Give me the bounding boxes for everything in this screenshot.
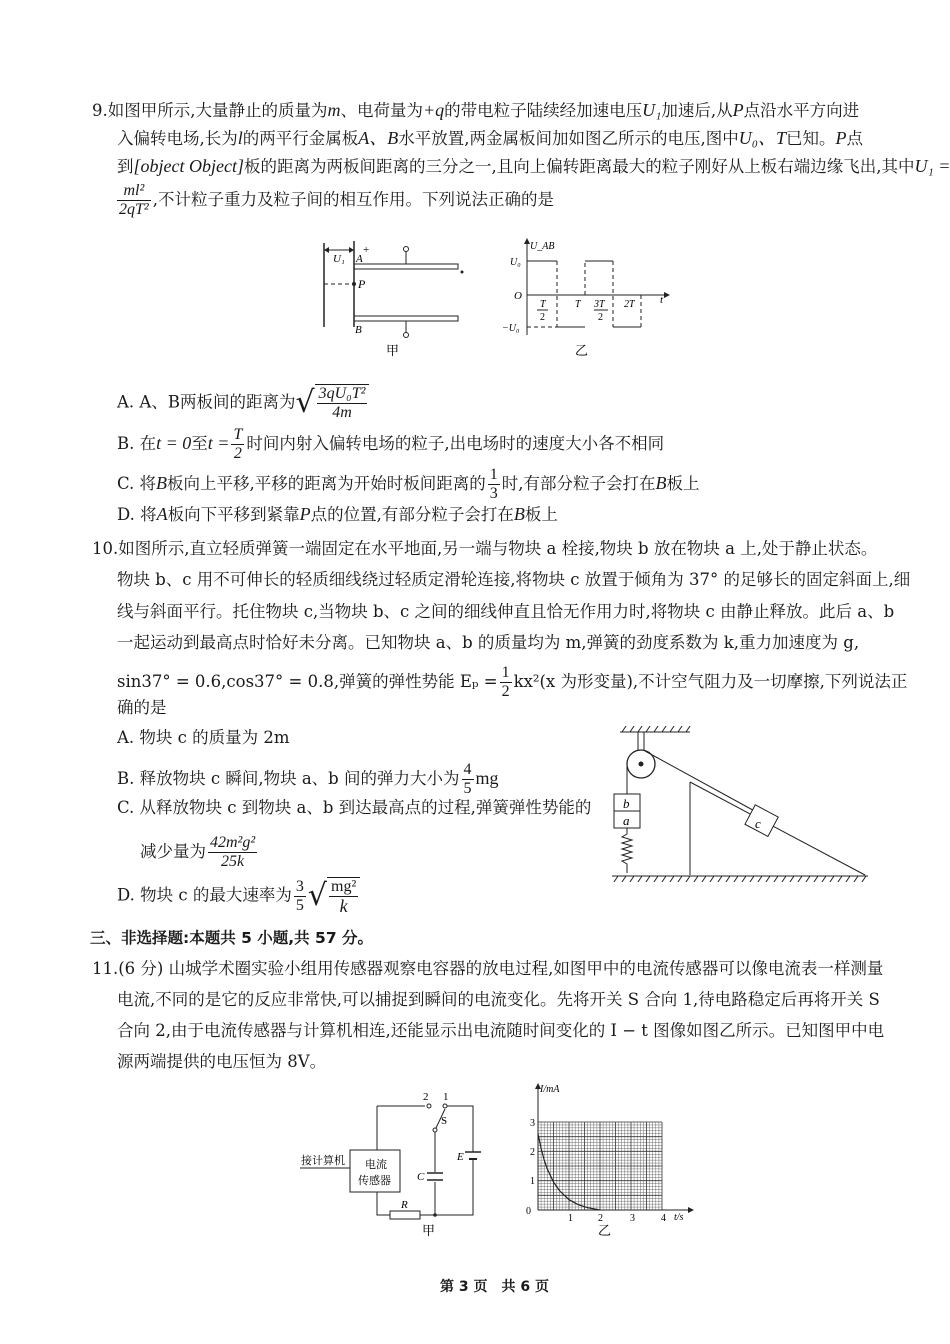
tick-3T2-num: 3T (594, 299, 605, 310)
section-heading: 三、非选择题:本题共 5 小题,共 57 分。 (90, 929, 374, 947)
text: 点沿水平方向进 (743, 101, 860, 120)
y-tick: 1 (530, 1176, 535, 1187)
text: 板的距离为两板间距离的三分之一,且向上偏转距离最大的粒子刚好从上板右端边缘飞出,其中 (243, 157, 915, 176)
fraction: $\frac{1}{3}$ (489, 466, 498, 502)
q11-line3 (117, 1020, 884, 1042)
text: sin37° = 0.6,cos37° = 0.8,弹簧的弹性势能 Eₚ = (117, 672, 498, 691)
text: 电流,不同的是它的反应非常快,可以捕捉到瞬间的电流变化。先将开关 S 合向 1,待电路稳定后再将开关 S (117, 990, 880, 1009)
q10-line5 (117, 664, 907, 701)
fraction: $\frac{1}{2}$ (501, 664, 510, 700)
text: 确的是 (117, 698, 167, 717)
text: 加速后,从 (661, 101, 733, 120)
text: 线与斜面平行。托住物块 c,当物块 b、c 之间的细线伸直且恰无作用力时,将物块 c 由静止释放。此后 a、b (117, 602, 895, 621)
tick-T2-num: T (540, 299, 546, 310)
option-text: 物块 c 的质量为 2m (139, 728, 290, 747)
y-tick: 0 (526, 1206, 531, 1217)
text: 将 (140, 505, 157, 524)
q9-figure-jia (310, 235, 480, 365)
tick-T: T (575, 299, 581, 310)
q9-option-b (117, 426, 664, 463)
q9-figure-yi (500, 235, 680, 365)
block-b-label: b (623, 796, 630, 811)
option-text: 从释放物块 c 到物块 a、b 到达最高点的过程,弹簧弹性势能的 (139, 798, 592, 817)
text: 一起运动到最高点时恰好未分离。已知物块 a、b 的质量均为 m,弹簧的劲度系数为 k,重力加速度为 g, (117, 633, 860, 652)
math: B (513, 504, 525, 524)
text: 到 (117, 157, 134, 176)
math: t = (207, 433, 230, 453)
option-text: A、B两板间的距离为 (139, 392, 296, 412)
q10-line2 (117, 569, 910, 591)
question-number: 9. (92, 101, 108, 120)
q10-line6 (117, 697, 167, 719)
text: 板上 (524, 505, 558, 524)
q11-line4 (117, 1051, 326, 1073)
math: B (655, 473, 667, 493)
text: 点的位置,有部分粒子会打在 (310, 505, 514, 524)
text: 时间内射入偏转电场的粒子,出电场时的速度大小各不相同 (246, 434, 665, 453)
label-B: B (355, 324, 362, 336)
option-text: 释放物块 c 瞬间,物块 a、b 间的弹力大小为 (139, 769, 460, 788)
option-text: 物块 c 的最大速率为 (140, 885, 292, 905)
text: 时,有部分粒子会打在 (501, 474, 656, 493)
text: 至 (191, 434, 208, 453)
text: 的两平行金属板 (242, 129, 359, 148)
text: ,不计粒子重力及粒子间的相互作用。下列说法正确的是 (152, 190, 554, 209)
math: A (156, 504, 168, 524)
text: 、电荷量为 (340, 101, 423, 120)
text: (6 分) 山城学术圈实验小组用传感器观察电容器的放电过程,如图甲中的电流传感器可以像电流表一样测量 (118, 959, 884, 978)
question-number: 10. (92, 539, 119, 558)
q11-circuit-diagram (295, 1090, 505, 1240)
q9-option-a (117, 384, 369, 422)
q9-option-d (117, 503, 558, 526)
axis-t: t (660, 294, 664, 306)
label-capacitor-C: C (417, 1171, 425, 1183)
q10-option-c (117, 797, 591, 819)
text: 物块 b、c 用不可伸长的轻质细线绕过轻质定滑轮连接,将物块 c 放置于倾角为 37° 的足够长的固定斜面上,细 (117, 570, 911, 589)
tick-3T2-den: 2 (598, 312, 603, 323)
y-tick: 2 (530, 1147, 535, 1158)
label-U0: U₀ (510, 257, 521, 268)
text: 在 (139, 434, 157, 453)
text: kx²(x 为形变量),不计空气阻力及一切摩擦,下列说法正 (513, 672, 908, 691)
label-computer: 接计算机 (301, 1155, 345, 1167)
q10-figure-incline (610, 722, 870, 887)
q10-option-c-cont (140, 834, 259, 871)
math: l (237, 128, 243, 148)
label-terminal-2: 2 (423, 1091, 429, 1103)
option-text: 减少量为 (140, 842, 206, 861)
q9-line1 (92, 99, 859, 122)
math: U₁ (642, 100, 662, 120)
label-sensor: 传感器 (358, 1175, 391, 1187)
option-label: A. (117, 728, 135, 747)
q9-line3 (117, 155, 950, 178)
label-A: A (356, 253, 363, 265)
math: [object Object] (133, 156, 244, 176)
math: U₀、T (738, 128, 787, 148)
label-UAB: U_AB (530, 241, 555, 252)
math: P (732, 100, 744, 120)
q10-option-a (117, 727, 290, 749)
math: U₁ = (914, 156, 950, 176)
text: 源两端提供的电压恒为 8V。 (117, 1052, 327, 1071)
label-resistor-R: R (401, 1199, 408, 1211)
q11-current-time-graph (520, 1080, 700, 1240)
page-footer: 第 3 页 共 6 页 (440, 1279, 549, 1295)
label-negU0: −U₀ (502, 323, 520, 334)
label-source-E: E (457, 1151, 464, 1163)
label-plus: + (363, 244, 370, 256)
math: P (299, 504, 311, 524)
math: A、B (358, 128, 399, 148)
math: mg (475, 768, 499, 788)
q10-line4 (117, 632, 859, 654)
option-label: C. (117, 474, 135, 493)
block-c-label: c (755, 816, 761, 831)
text: 合向 2,由于电流传感器与计算机相连,还能显示出电流随时间变化的 I − t 图像如图乙所示。已知图甲中电 (117, 1021, 885, 1040)
y-tick: 3 (530, 1118, 535, 1129)
fraction: $\frac{\text{42m²g²}}{25k}$ (210, 834, 256, 870)
q9-line4 (115, 182, 554, 219)
q11-line2 (117, 989, 880, 1011)
option-label: A. (117, 392, 135, 412)
label-P: P (358, 277, 366, 291)
question-number: 11. (92, 959, 119, 978)
option-label: B. (117, 769, 135, 788)
text: 板上 (666, 474, 700, 493)
figure-caption: 甲 (422, 1223, 436, 1238)
label-U1: U₁ (333, 253, 345, 265)
math: B (156, 473, 168, 493)
option-label: D. (117, 505, 135, 524)
label-O: O (514, 290, 522, 302)
option-label: C. (117, 798, 135, 817)
text: 的带电粒子陆续经加速电压 (444, 101, 643, 120)
x-tick: 4 (661, 1213, 666, 1224)
text: 板向上平移,平移的距离为开始时板间距离的 (167, 474, 486, 493)
figure-caption: 乙 (598, 1223, 612, 1238)
x-tick: 2 (598, 1213, 603, 1224)
text: 入偏转电场,长为 (117, 129, 238, 148)
text: 板向下平移到紧靠 (167, 505, 300, 524)
x-axis-label: t/s (674, 1212, 684, 1223)
fraction: $\frac{\text{ml²}}{\text{2qT²}}$ (119, 182, 149, 218)
tick-2T: 2T (624, 299, 635, 310)
figure-caption: 甲 (386, 343, 400, 358)
fraction: $\frac{3}{5}$ (295, 877, 304, 914)
option-label: D. (117, 885, 135, 905)
q10-option-b (117, 761, 499, 798)
math: +q (423, 100, 445, 120)
text: 如图所示,直立轻质弹簧一端固定在水平地面,另一端与物块 a 栓接,物块 b 放在物块 a 上,处于静止状态。 (118, 539, 878, 558)
x-tick: 3 (630, 1213, 635, 1224)
option-label: B. (117, 434, 135, 453)
text: 已知。 (786, 129, 836, 148)
q10-line3 (117, 601, 894, 623)
math: P (835, 128, 847, 148)
math: t = 0 (156, 433, 192, 453)
q9-line2 (117, 127, 863, 150)
q10-option-d (117, 877, 360, 915)
fraction: $\frac{4}{5}$ (463, 761, 472, 797)
q11-line1 (92, 958, 883, 980)
text: 如图甲所示,大量静止的质量为 (107, 101, 328, 120)
text: 水平放置,两金属板间加如图乙所示的电压,图中 (398, 129, 739, 148)
tick-T2-den: 2 (540, 312, 545, 323)
y-axis-label: I/mA (540, 1084, 560, 1095)
x-tick: 1 (568, 1213, 573, 1224)
q9-option-c (117, 466, 700, 503)
block-a-label: a (623, 813, 630, 828)
fraction: $\frac{T}{2}$ (233, 426, 243, 462)
sqrt: √ $\frac{\text{3qU₀T²}}{4m}$ (295, 384, 369, 422)
label-switch-S: S (441, 1115, 448, 1127)
math: m (327, 100, 341, 120)
q10-line1 (92, 538, 877, 560)
label-sensor: 电流 (365, 1159, 387, 1171)
text: 将 (139, 474, 157, 493)
label-terminal-1: 1 (443, 1091, 449, 1103)
figure-caption: 乙 (575, 343, 589, 358)
sqrt: √ $\frac{\text{mg²}}{k}$ (308, 877, 360, 915)
text: 点 (846, 129, 864, 148)
